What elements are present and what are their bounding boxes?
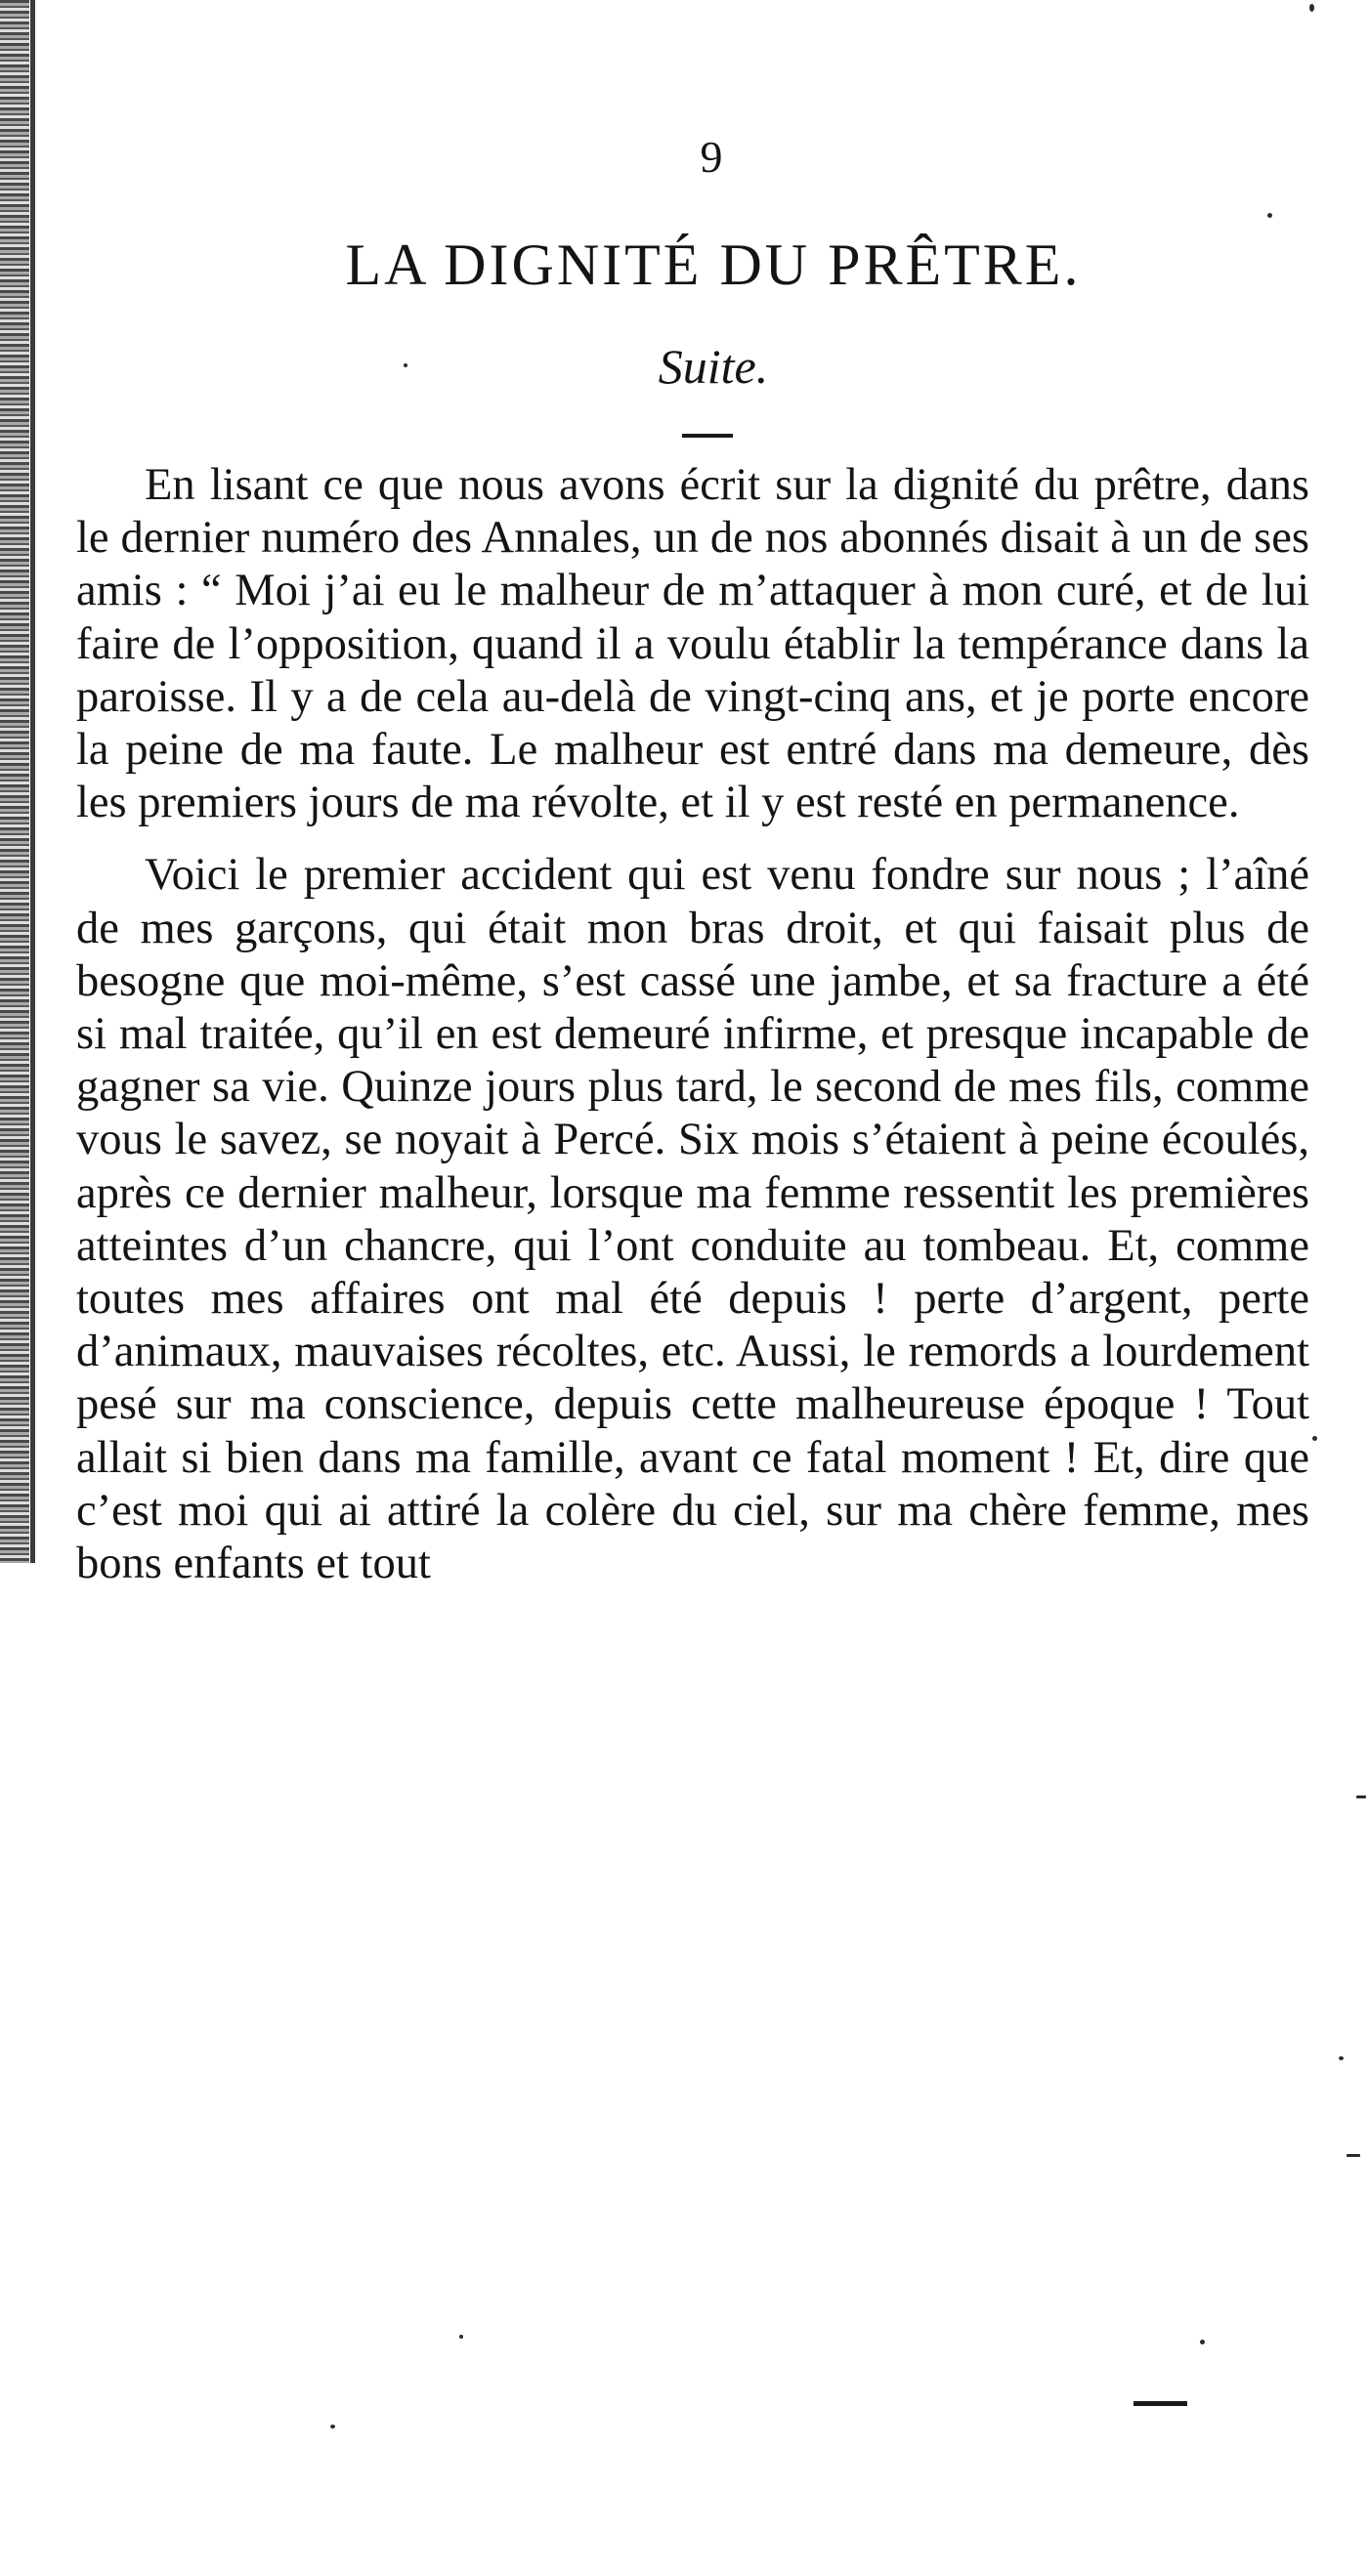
scan-dash-mark bbox=[1134, 2401, 1187, 2406]
scan-speck bbox=[1267, 213, 1272, 218]
scan-speck bbox=[1356, 1795, 1366, 1798]
scan-speck bbox=[404, 363, 407, 367]
binding-edge bbox=[0, 0, 29, 1563]
scan-speck bbox=[1200, 2340, 1205, 2344]
scan-speck bbox=[1309, 4, 1314, 12]
scan-speck bbox=[1312, 1436, 1317, 1441]
title-rule bbox=[682, 434, 733, 438]
scan-speck bbox=[1339, 2056, 1344, 2060]
scan-speck bbox=[1347, 2154, 1360, 2157]
page-subtitle: Suite. bbox=[658, 339, 769, 394]
scan-speck bbox=[330, 2425, 335, 2428]
paragraph-2: Voici le premier accident qui est venu fondre sur nous ; l’aîné de mes garçons, qui était mon bras droit, et qui faisait plus de besogne que moi-même, s’est cassé une jambe, et sa fracture a été si mal traitée, qu’il en est demeuré infirme, et presque incapable de gagner sa vie. Quinze jours plus tard, le second de mes fils, comme vous le savez, se noyait à Percé. Six mois s’étaient à peine écoulés, après ce dernier malheur, lorsque ma femme ressentit les premières atteintes d’un chancre, qui l’ont conduite au tombeau. Et, comme toutes mes affaires ont mal été depuis ! perte d’argent, perte d’animaux, mauvaises récoltes, etc. Aussi, le remords a lourdement pesé sur ma conscience, depuis cette malheureuse époque ! Tout allait si bien dans ma famille, avant ce fatal moment ! Et, dire que c’est moi qui ai attiré la colère du ciel, sur ma chère femme, mes bons enfants et tout bbox=[76, 850, 1309, 1589]
article-body bbox=[76, 459, 1309, 1590]
paragraph-1: En lisant ce que nous avons écrit sur la dignité du prêtre, dans le dernier numéro des Annales, un de nos abonnés disait à un de ses amis : “ Moi j’ai eu le malheur de m’attaquer à mon curé, et de lui faire de l’opposition, quand il a voulu établir la tempérance dans la paroisse. Il y a de cela au-delà de vingt-cinq ans, et je porte encore la peine de ma faute. Le malheur est entré dans ma demeure, dès les premiers jours de ma révolte, et il y est resté en permanence. bbox=[76, 460, 1309, 828]
scan-speck bbox=[459, 2335, 463, 2339]
page-number: 9 bbox=[700, 132, 723, 182]
page-title: LA DIGNITÉ DU PRÊTRE. bbox=[345, 232, 1082, 297]
